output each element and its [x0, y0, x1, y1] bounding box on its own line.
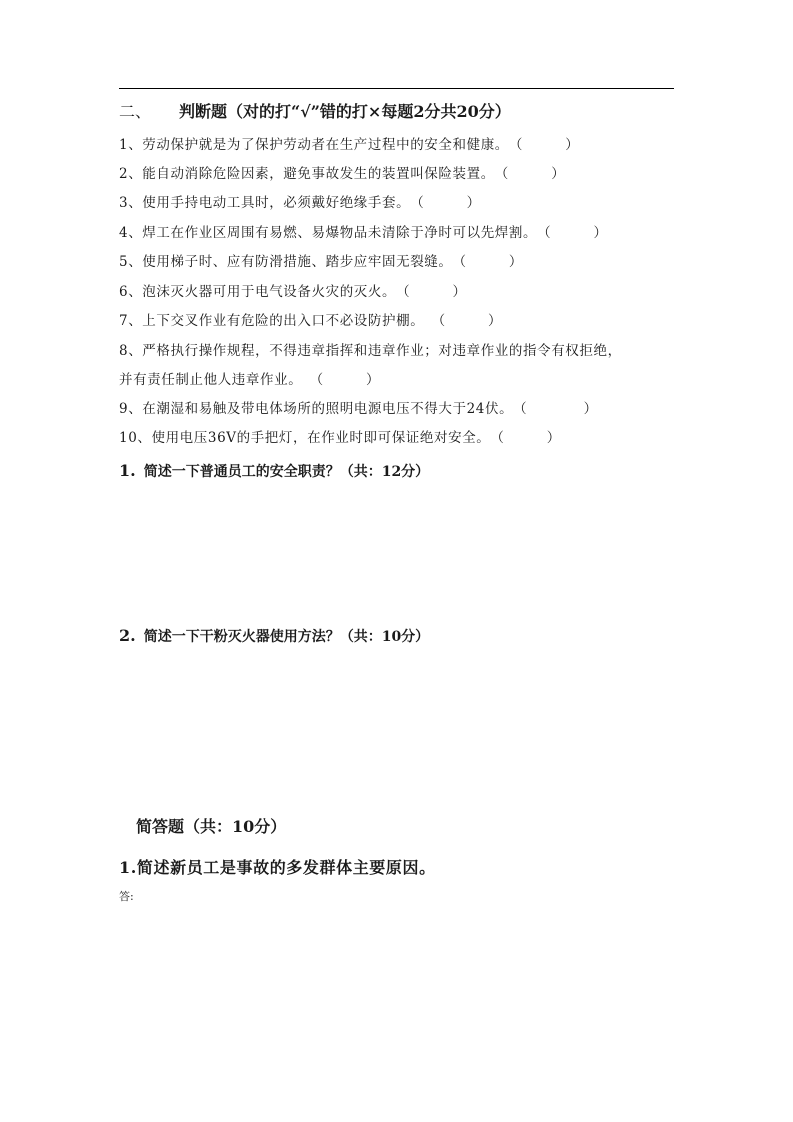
essay-text: 简述一下普通员工的安全职责？（共：12分）: [143, 464, 430, 480]
answer-blank[interactable]: （ ）: [508, 137, 580, 153]
question-text: 2、能自动消除危险因素，避免事故发生的装置叫保险装置。: [119, 166, 495, 182]
short-answer-title: 简答题（共：10分）: [136, 817, 287, 836]
question-text: 4、焊工在作业区周围有易燃、易爆物品未清除于净时可以先焊割。: [119, 225, 538, 241]
short-answer-question: 1.简述新员工是事故的多发群体主要原因。: [119, 858, 436, 877]
answer-blank[interactable]: （ ）: [302, 372, 381, 388]
judgment-item-10: [119, 426, 561, 446]
header-rule: [119, 88, 674, 89]
judgment-item-7: [119, 309, 502, 329]
judgment-item-8: [119, 339, 622, 359]
question-text: 7、上下交叉作业有危险的出入口不必设防护棚。: [119, 313, 425, 329]
essay-text: 简述一下干粉灭火器使用方法？（共：10分）: [143, 629, 430, 645]
essay-number: 2.: [119, 626, 136, 645]
judgment-item-8-cont: [119, 368, 380, 388]
answer-label: 答:: [119, 890, 134, 903]
judgment-section-title: [119, 99, 511, 122]
question-text: 5、使用梯子时、应有防滑措施、踏步应牢固无裂缝。: [119, 254, 453, 270]
judgment-item-2: [119, 162, 565, 182]
answer-blank[interactable]: （ ）: [424, 313, 503, 329]
question-text: 6、泡沫灭火器可用于电气设备火灾的灭火。: [119, 284, 397, 300]
question-text: 1、劳动保护就是为了保护劳动者在生产过程中的安全和健康。: [119, 137, 509, 153]
judgment-item-4: [119, 221, 608, 241]
answer-blank[interactable]: （ ）: [396, 284, 467, 300]
answer-blank[interactable]: （ ）: [410, 195, 481, 211]
judgment-item-9: [119, 397, 598, 417]
judgment-item-1: [119, 133, 579, 153]
judgment-item-5: [119, 250, 523, 270]
answer-blank[interactable]: （ ）: [537, 225, 608, 241]
essay-number: 1.: [119, 461, 136, 480]
question-text: 9、在潮湿和易触及带电体场所的照明电源电压不得大于24伏。: [119, 401, 514, 417]
question-text: 10、使用电压36V的手把灯，在作业时即可保证绝对安全。: [119, 430, 491, 446]
answer-blank[interactable]: （ ）: [490, 430, 561, 446]
answer-blank[interactable]: （ ）: [452, 254, 523, 270]
essay-question-1: [119, 461, 429, 481]
question-text: 3、使用手持电动工具时，必须戴好绝缘手套。: [119, 195, 411, 211]
section-number: 二、: [119, 102, 152, 121]
answer-blank[interactable]: （ ）: [513, 401, 598, 417]
section-title-text: 判断题（对的打“√”错的打×每题2分共20分）: [179, 102, 511, 121]
judgment-item-3: [119, 191, 481, 211]
answer-blank[interactable]: （ ）: [494, 166, 566, 182]
question-text: 8、严格执行操作规程，不得违章指挥和违章作业；对违章作业的指令有权拒绝，: [119, 343, 622, 359]
essay-question-2: [119, 626, 429, 646]
judgment-item-6: [119, 280, 467, 300]
question-text: 并有责任制止他人违章作业。: [119, 372, 303, 388]
